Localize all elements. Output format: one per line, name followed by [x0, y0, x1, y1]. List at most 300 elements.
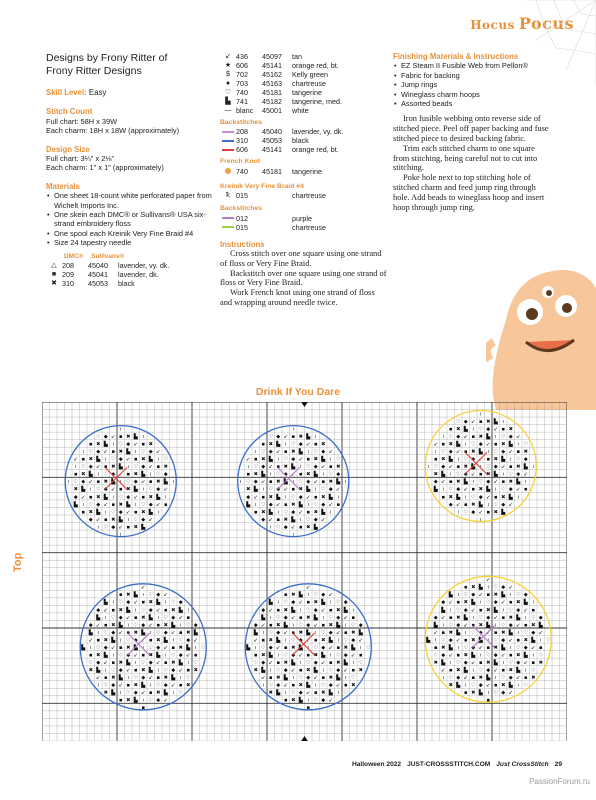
- chart-stitch-symbol: ı: [330, 652, 332, 659]
- legend-sullivans: 45001: [262, 106, 282, 115]
- chart-stitch-symbol: ▪: [463, 449, 468, 456]
- chart-stitch-symbol: ▙: [73, 501, 78, 508]
- legend-color-name: chartreuse: [292, 222, 326, 232]
- chart-stitch-symbol: ↙: [321, 607, 326, 614]
- chart-stitch-symbol: ı: [480, 652, 482, 659]
- chart-stitch-symbol: ◆: [111, 471, 116, 478]
- chart-stitch-symbol: ↙: [343, 667, 348, 674]
- chart-stitch-symbol: ♡: [275, 614, 281, 621]
- chart-stitch-symbol: ♡: [268, 682, 274, 689]
- chart-stitch-symbol: ✖: [88, 667, 93, 674]
- chart-stitch-symbol: ◆: [486, 667, 491, 674]
- chart-stitch-symbol: ↙: [448, 599, 453, 606]
- chart-stitch-symbol: ✖: [456, 614, 461, 621]
- chart-stitch-symbol: ▙: [156, 494, 161, 501]
- chart-stitch-symbol: ♡: [283, 652, 289, 659]
- chart-stitch-symbol: ▙: [456, 494, 461, 501]
- chart-stitch-symbol: ▙: [291, 660, 296, 667]
- chart-stitch-symbol: ♡: [140, 501, 146, 508]
- chart-stitch-symbol: ı: [127, 464, 129, 471]
- chart-stitch-symbol: ♡: [455, 660, 461, 667]
- chart-stitch-symbol: ▙: [291, 607, 296, 614]
- chart-stitch-symbol: ▙: [193, 629, 198, 636]
- chart-stitch-symbol: ▪: [261, 637, 266, 644]
- chart-stitch-symbol: ◆: [516, 660, 521, 667]
- chart-stitch-symbol: ♡: [343, 690, 349, 697]
- chart-stitch-symbol: ✖: [261, 456, 266, 463]
- chart-stitch-symbol: ◆: [321, 501, 326, 508]
- chart-stitch-symbol: ◆: [486, 426, 491, 433]
- chart-stitch-symbol: ı: [180, 622, 182, 629]
- chart-stitch-symbol: ✖: [471, 501, 476, 508]
- backstitch-swatch: [220, 226, 236, 228]
- chart-stitch-symbol: ↙: [88, 479, 93, 486]
- chart-stitch-symbol: ▙: [336, 479, 341, 486]
- chart-stitch-symbol: ◆: [463, 607, 468, 614]
- chart-stitch-symbol: ✖: [268, 441, 273, 448]
- chart-stitch-symbol: ♡: [448, 486, 454, 493]
- chart-stitch-symbol: ▪: [321, 675, 326, 682]
- chart-stitch-symbol: ▙: [441, 471, 446, 478]
- chart-stitch-symbol: ↙: [478, 592, 483, 599]
- legend-color-name: purple: [292, 213, 312, 223]
- chart-stitch-symbol: ↙: [81, 494, 86, 501]
- chart-stitch-symbol: ı: [525, 479, 527, 486]
- chart-stitch-symbol: ✖: [298, 434, 303, 441]
- chart-stitch-symbol: ✖: [81, 471, 86, 478]
- chart-stitch-symbol: ▙: [508, 682, 513, 689]
- chart-charm-motif: [80, 584, 206, 711]
- chart-stitch-symbol: ı: [172, 637, 174, 644]
- chart-stitch-symbol: ♡: [478, 426, 484, 433]
- chart-charm-motif: [238, 426, 349, 538]
- chart-stitch-symbol: ♡: [298, 479, 304, 486]
- chart-stitch-symbol: ı: [525, 667, 527, 674]
- chart-stitch-symbol: ▙: [268, 599, 273, 606]
- stitch-count-charm: Each charm: 18H x 18W (approximately): [46, 126, 180, 136]
- materials-item: • One sheet 18-count white perforated paper from Wichelt Imports Inc.: [46, 191, 216, 210]
- chart-stitch-symbol: ↙: [141, 690, 146, 697]
- chart-stitch-symbol: ✖: [463, 599, 468, 606]
- chart-stitch-symbol: ♡: [80, 464, 86, 471]
- chart-stitch-symbol: ▪: [463, 584, 468, 591]
- chart-stitch-symbol: ↙: [493, 479, 498, 486]
- chart-stitch-symbol: ▪: [493, 441, 498, 448]
- chart-stitch-symbol: ↙: [111, 434, 116, 441]
- chart-stitch-symbol: ✖: [186, 629, 191, 636]
- chart-stitch-symbol: ◆: [111, 524, 116, 531]
- chart-stitch-symbol: ↙: [351, 652, 356, 659]
- chart-stitch-symbol: ◆: [103, 644, 108, 651]
- chart-stitch-symbol: ↙: [148, 675, 153, 682]
- chart-stitch-symbol: ▪: [531, 607, 536, 614]
- legend-sullivans: 45053: [262, 136, 282, 146]
- chart-stitch-symbol: ◆: [501, 584, 506, 591]
- chart-stitch-symbol: ↙: [501, 652, 506, 659]
- chart-stitch-symbol: ▪: [306, 456, 311, 463]
- chart-stitch-symbol: ◆: [471, 644, 476, 651]
- chart-stitch-symbol: ▙: [493, 660, 498, 667]
- legend-backstitch-row: [220, 127, 388, 136]
- chart-stitch-symbol: ı: [495, 434, 497, 441]
- chart-stitch-symbol: ▪: [163, 660, 168, 667]
- chart-stitch-symbol: ▪: [178, 629, 183, 636]
- chart-stitch-symbol: ◆: [103, 434, 108, 441]
- chart-stitch-symbol: ı: [150, 471, 152, 478]
- materials-item: • Size 24 tapestry needle: [46, 238, 216, 247]
- chart-stitch-symbol: ♡: [148, 697, 154, 704]
- chart-stitch-symbol: ▪: [448, 426, 453, 433]
- chart-stitch-symbol: ▙: [156, 599, 161, 606]
- chart-stitch-symbol: ♡: [515, 592, 521, 599]
- chart-stitch-symbol: ı: [330, 599, 332, 606]
- chart-stitch-symbol: ✖: [118, 449, 123, 456]
- legend-sullivans: 45182: [262, 97, 282, 106]
- chart-stitch-symbol: ♡: [133, 622, 139, 629]
- chart-stitch-symbol: ◆: [471, 456, 476, 463]
- chart-stitch-symbol: ı: [457, 509, 459, 516]
- chart-stitch-symbol: ▪: [501, 426, 506, 433]
- chart-stitch-symbol: ✖: [276, 675, 281, 682]
- chart-stitch-symbol: ▪: [336, 644, 341, 651]
- chart-stitch-symbol: ◆: [283, 524, 288, 531]
- chart-stitch-symbol: ♡: [118, 441, 124, 448]
- chart-stitch-symbol: ↙: [306, 441, 311, 448]
- chart-stitch-symbol: ▪: [111, 449, 116, 456]
- chart-stitch-symbol: ▙: [531, 637, 536, 644]
- chart-stitch-symbol: ı: [322, 667, 324, 674]
- instructions-paragraph: Work French knot using one strand of floss and wrapping around needle twice.: [220, 288, 375, 308]
- chart-stitch-symbol: ✖: [133, 471, 138, 478]
- chart-stitch-symbol: ✖: [246, 486, 251, 493]
- chart-stitch-symbol: ↙: [118, 524, 123, 531]
- chart-stitch-symbol: ✖: [88, 509, 93, 516]
- chart-stitch-symbol: ♡: [463, 592, 469, 599]
- chart-stitch-symbol: ▪: [448, 667, 453, 674]
- chart-stitch-symbol: ı: [255, 501, 257, 508]
- chart-stitch-symbol: ✖: [73, 486, 78, 493]
- chart-stitch-symbol: ◆: [81, 479, 86, 486]
- chart-stitch-symbol: ♡: [523, 682, 529, 689]
- chart-stitch-symbol: ↙: [133, 652, 138, 659]
- chart-stitch-symbol: ▙: [313, 471, 318, 478]
- chart-stitch-symbol: ◆: [118, 667, 123, 674]
- chart-stitch-symbol: ◆: [508, 622, 513, 629]
- chart-stitch-symbol: ✖: [88, 456, 93, 463]
- chart-stitch-symbol: ◆: [493, 652, 498, 659]
- chart-stitch-symbol: ı: [442, 434, 444, 441]
- chart-stitch-symbol: ▙: [471, 599, 476, 606]
- chart-stitch-symbol: ↙: [133, 494, 138, 501]
- chart-stitch-symbol: ✖: [178, 644, 183, 651]
- chart-stitch-symbol: ↙: [268, 516, 273, 523]
- legend-symbol: ↙: [225, 53, 231, 60]
- chart-stitch-symbol: ✖: [531, 622, 536, 629]
- chart-stitch-symbol: ✖: [291, 697, 296, 704]
- design-size-charm: Each charm: 1" x 1" (approximately): [46, 163, 164, 173]
- chart-stitch-symbol: ▙: [501, 456, 506, 463]
- chart-stitch-symbol: ◆: [306, 622, 311, 629]
- chart-stitch-symbol: ♡: [275, 667, 281, 674]
- chart-stitch-symbol: ♡: [350, 675, 356, 682]
- legend-kreinik-row: [220, 191, 388, 200]
- chart-stitch-symbol: ı: [307, 644, 309, 651]
- chart-stitch-symbol: ▙: [463, 426, 468, 433]
- chart-stitch-symbol: ▪: [118, 592, 123, 599]
- chart-stitch-symbol: ↙: [103, 607, 108, 614]
- chart-stitch-symbol: ✖: [501, 682, 506, 689]
- chart-stitch-symbol: ♡: [530, 667, 536, 674]
- chart-backstitch-accent: [470, 626, 495, 648]
- chart-stitch-symbol: ▙: [81, 486, 86, 493]
- legend-sullivans: 45141: [262, 145, 282, 155]
- chart-stitch-symbol: ı: [157, 509, 159, 516]
- legend-sullivans: 45162: [262, 70, 282, 79]
- chart-stitch-symbol: ▙: [516, 479, 521, 486]
- chart-stitch-symbol: ▪: [433, 456, 438, 463]
- footer-magazine: Just CrossStitch: [496, 761, 549, 768]
- chart-stitch-symbol: ▙: [283, 622, 288, 629]
- finishing-item: • Fabric for backing: [393, 71, 553, 80]
- legend-symbol: ▙: [225, 98, 231, 105]
- chart-stitch-symbol: ▙: [298, 644, 303, 651]
- chart-stitch-symbol: ▪: [148, 690, 153, 697]
- chart-stitch-symbol: ▙: [246, 501, 251, 508]
- chart-stitch-symbol: ◆: [141, 516, 146, 523]
- chart-stitch-symbol: ♡: [290, 494, 296, 501]
- chart-stitch-symbol: ı: [127, 675, 129, 682]
- chart-stitch-symbol: ↙: [313, 622, 318, 629]
- chart-stitch-symbol: ▙: [261, 614, 266, 621]
- chart-stitch-symbol: ı: [532, 464, 534, 471]
- chart-stitch-symbol: ✖: [336, 660, 341, 667]
- chart-stitch-symbol: ı: [345, 622, 347, 629]
- chart-stitch-symbol: ♡: [125, 479, 131, 486]
- chart-stitch-symbol: ↙: [516, 675, 521, 682]
- chart-stitch-symbol: ▪: [298, 614, 303, 621]
- chart-stitch-symbol: ▙: [148, 509, 153, 516]
- chart-stitch-symbol: ↙: [163, 592, 168, 599]
- chart-stitch-symbol: ↙: [111, 486, 116, 493]
- chart-stitch-symbol: ↙: [328, 644, 333, 651]
- chart-stitch-symbol: ı: [112, 494, 114, 501]
- finishing-paragraph: Trim each stitched charm to one square from stitching, being careful not to cut into stitching.: [393, 143, 538, 173]
- legend-dmc: 741: [236, 97, 248, 106]
- chart-stitch-symbol: ✖: [148, 441, 153, 448]
- chart-stitch-symbol: ♡: [298, 622, 304, 629]
- chart-stitch-symbol: ı: [495, 486, 497, 493]
- legend-symbol: ♡: [224, 89, 232, 96]
- chart-stitch-symbol: ▪: [298, 524, 303, 531]
- legend-sullivans: 45097: [262, 52, 282, 61]
- chart-stitch-symbol: ▪: [448, 479, 453, 486]
- chart-stitch-symbol: ı: [472, 426, 474, 433]
- chart-stitch-symbol: ↙: [493, 426, 498, 433]
- chart-stitch-symbol: ♡: [455, 471, 461, 478]
- chart-stitch-symbol: ◆: [268, 501, 273, 508]
- chart-stitch-symbol: ♡: [178, 690, 184, 697]
- chart-stitch-symbol: ↙: [486, 441, 491, 448]
- chart-stitch-symbol: ▪: [268, 622, 273, 629]
- chart-stitch-symbol: ▙: [141, 629, 146, 636]
- chart-stitch-symbol: ↙: [171, 682, 176, 689]
- chart-stitch-symbol: ▙: [133, 592, 138, 599]
- chart-stitch-symbol: ▪: [493, 494, 498, 501]
- chart-stitch-symbol: ↙: [486, 577, 491, 584]
- chart-stitch-symbol: ✖: [133, 682, 138, 689]
- chart-stitch-symbol: ↙: [283, 629, 288, 636]
- chart-stitch-symbol: ◆: [88, 622, 93, 629]
- chart-stitch-symbol: ♡: [313, 592, 319, 599]
- chart-stitch-symbol: ♡: [320, 629, 326, 636]
- chart-stitch-symbol: ▙: [81, 644, 86, 651]
- chart-stitch-symbol: ◆: [478, 629, 483, 636]
- chart-stitch-symbol: ↙: [456, 449, 461, 456]
- kreinik-backstitches-heading: Backstitches: [220, 205, 262, 213]
- chart-stitch-symbol: ◆: [268, 644, 273, 651]
- chart-stitch-symbol: ↙: [343, 614, 348, 621]
- chart-stitch-symbol: ✖: [313, 652, 318, 659]
- chart-stitch-symbol: ◆: [291, 509, 296, 516]
- chart-stitch-symbol: ı: [465, 629, 467, 636]
- chart-stitch-symbol: ◆: [478, 682, 483, 689]
- chart-stitch-symbol: ♡: [500, 675, 506, 682]
- chart-stitch-symbol: ◆: [508, 675, 513, 682]
- chart-stitch-symbol: ı: [112, 441, 114, 448]
- chart-stitch-symbol: ↙: [478, 456, 483, 463]
- chart-stitch-symbol: ✖: [523, 449, 528, 456]
- chart-stitch-symbol: ▙: [96, 509, 101, 516]
- legend-row: [46, 279, 216, 288]
- chart-stitch-symbol: ı: [487, 501, 489, 508]
- chart-stitch-symbol: ♡: [530, 614, 536, 621]
- chart-stitch-symbol: ▙: [96, 667, 101, 674]
- chart-stitch-symbol: ◆: [321, 697, 326, 704]
- chart-backstitch-accent: [105, 467, 127, 489]
- chart-stitch-symbol: ı: [487, 449, 489, 456]
- chart-stitch-symbol: ▙: [111, 637, 116, 644]
- chart-stitch-symbol: ▪: [501, 667, 506, 674]
- chart-stitch-symbol: ♡: [470, 441, 476, 448]
- chart-stitch-symbol: ▙: [141, 471, 146, 478]
- chart-stitch-symbol: ı: [307, 697, 309, 704]
- chart-stitch-symbol: ✖: [306, 667, 311, 674]
- chart-stitch-symbol: ↙: [508, 449, 513, 456]
- chart-stitch-symbol: ◆: [126, 494, 131, 501]
- chart-stitch-symbol: ▪: [313, 494, 318, 501]
- legend-color-name: orange red, bt.: [292, 145, 339, 155]
- legend-symbol: △: [51, 262, 57, 270]
- chart-stitch-symbol: ▪: [133, 667, 138, 674]
- chart-stitch-symbol: ↙: [156, 607, 161, 614]
- chart-stitch-symbol: ♡: [313, 501, 319, 508]
- chart-stitch-symbol: ↙: [478, 509, 483, 516]
- chart-stitch-symbol: ▙: [313, 614, 318, 621]
- chart-stitch-symbol: ı: [105, 509, 107, 516]
- chart-stitch-symbol: ✖: [133, 524, 138, 531]
- chart-stitch-symbol: ◆: [103, 486, 108, 493]
- chart-stitch-symbol: ♡: [95, 434, 101, 441]
- chart-stitch-symbol: ↙: [336, 629, 341, 636]
- chart-stitch-symbol: ↙: [103, 449, 108, 456]
- chart-stitch-symbol: ♡: [88, 501, 94, 508]
- chart-stitch-symbol: ✖: [321, 441, 326, 448]
- chart-stitch-symbol: ı: [307, 449, 309, 456]
- chart-stitch-symbol: ✖: [253, 471, 258, 478]
- chart-stitch-symbol: ↙: [291, 667, 296, 674]
- design-size-heading: Design Size: [46, 144, 90, 154]
- footer-site: JUST-CROSSSTITCH.COM: [407, 761, 491, 768]
- chart-stitch-symbol: ı: [465, 494, 467, 501]
- legend-symbol: ★: [224, 62, 232, 69]
- chart-stitch-symbol: ✖: [493, 509, 498, 516]
- chart-stitch-symbol: ı: [517, 441, 519, 448]
- brand-word-2: Pocus: [518, 14, 574, 33]
- chart-stitch-symbol: ◆: [448, 501, 453, 508]
- chart-stitch-symbol: ♡: [478, 667, 484, 674]
- chart-stitch-symbol: ı: [142, 486, 144, 493]
- chart-stitch-symbol: ↙: [126, 456, 131, 463]
- chart-stitch-symbol: ı: [277, 509, 279, 516]
- chart-stitch-symbol: ▙: [508, 629, 513, 636]
- chart-stitch-symbol: ◆: [336, 614, 341, 621]
- chart-stitch-symbol: ▙: [478, 637, 483, 644]
- chart-stitch-symbol: ✖: [351, 682, 356, 689]
- chart-stitch-symbol: ↙: [508, 690, 513, 697]
- legend-kreinik-back-row: [220, 214, 388, 223]
- chart-stitch-symbol: ♡: [455, 418, 461, 425]
- chart-stitch-symbol: ı: [442, 486, 444, 493]
- chart-stitch-symbol: ♡: [283, 509, 289, 516]
- chart-stitch-symbol: ▪: [193, 652, 198, 659]
- chart-stitch-symbol: ı: [472, 667, 474, 674]
- chart-stitch-symbol: ♡: [140, 449, 146, 456]
- chart-stitch-symbol: ◆: [96, 501, 101, 508]
- chart-stitch-symbol: ↙: [523, 607, 528, 614]
- chart-stitch-symbol: ✖: [486, 607, 491, 614]
- chart-stitch-symbol: ı: [120, 426, 122, 433]
- designer-line-2: Frony Ritter Designs: [46, 65, 142, 77]
- chart-stitch-symbol: ♡: [163, 614, 169, 621]
- chart-stitch-symbol: ▙: [463, 479, 468, 486]
- chart-stitch-symbol: ✖: [501, 441, 506, 448]
- chart-stitch-symbol: ♡: [125, 690, 131, 697]
- chart-stitch-symbol: ▙: [523, 464, 528, 471]
- chart-stitch-symbol: ▙: [306, 434, 311, 441]
- chart-stitch-symbol: ◆: [523, 644, 528, 651]
- chart-stitch-symbol: ◆: [148, 660, 153, 667]
- chart-stitch-symbol: ▪: [486, 644, 491, 651]
- chart-stitch-symbol: ▙: [433, 486, 438, 493]
- chart-stitch-symbol: ✖: [321, 690, 326, 697]
- chart-stitch-symbol: ▙: [508, 441, 513, 448]
- legend-sullivans: 45053: [88, 279, 108, 289]
- chart-stitch-symbol: ◆: [156, 697, 161, 704]
- chart-stitch-symbol: ♡: [88, 660, 94, 667]
- chart-stitch-symbol: ▙: [523, 652, 528, 659]
- chart-stitch-symbol: ▙: [283, 675, 288, 682]
- chart-stitch-symbol: ♡: [283, 456, 289, 463]
- chart-stitch-symbol: ✖: [163, 675, 168, 682]
- chart-stitch-symbol: ▙: [178, 660, 183, 667]
- chart-stitch-symbol: ♡: [88, 449, 94, 456]
- chart-stitch-symbol: ◆: [283, 471, 288, 478]
- chart-stitch-symbol: ↙: [178, 667, 183, 674]
- chart-stitch-symbol: ♡: [95, 644, 101, 651]
- chart-stitch-symbol: ↙: [433, 441, 438, 448]
- chart-stitch-symbol: ▙: [426, 637, 431, 644]
- chart-stitch-symbol: ↙: [291, 524, 296, 531]
